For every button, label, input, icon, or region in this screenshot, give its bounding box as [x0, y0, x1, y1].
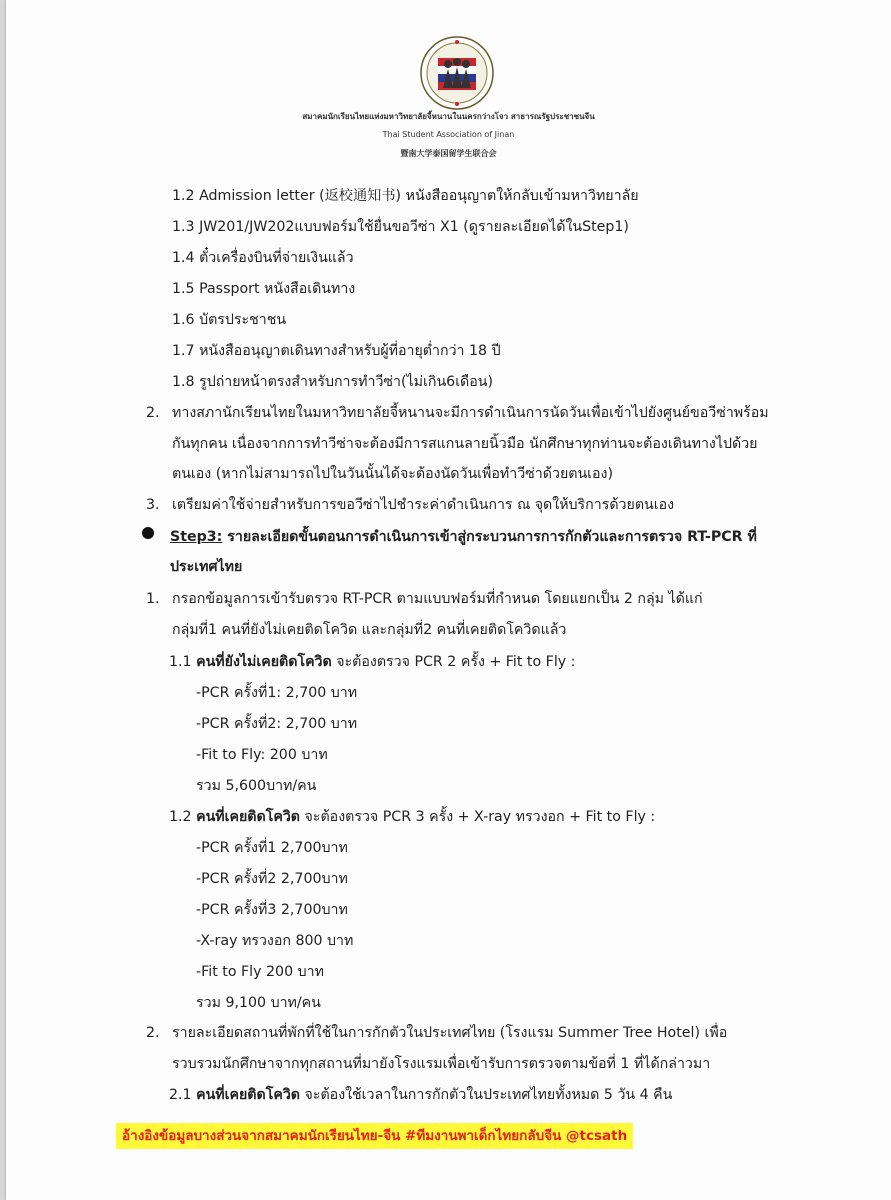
association-logo: [420, 36, 494, 110]
group-1-title: คนที่ยังไม่เคยติดโควิด: [196, 654, 332, 670]
group-2-number: 1.2: [169, 809, 192, 825]
sub-item-2-1-number: 2.1: [169, 1087, 192, 1103]
step3-title-line-2: ประเทศไทย: [170, 559, 243, 575]
s3-item-2-line-2: รวบรวมนักศึกษาจากทุกสถานที่มายังโรงแรมเพื่อเข้ารับการตรวจตามข้อที่ 1 ที่ได้กล่าวมา: [172, 1056, 711, 1072]
doc-item-1-2: 1.2 Admission letter (返校通知书) หนังสืออนุญาตให้กลับเข้ามหาวิทยาลัย: [172, 188, 639, 204]
s3-item-1-number: 1.: [146, 591, 160, 607]
doc-item-1-6: 1.6 บัตรประชาชน: [172, 312, 287, 328]
item-3-number: 3.: [146, 497, 160, 513]
group-2-heading: [169, 807, 655, 827]
group-2-cost-pcr-3: -PCR ครั้งที่3 2,700บาท: [196, 902, 348, 918]
reference-note: อ้างอิงข้อมูลบางส่วนจากสมาคมนักเรียนไทย-จีน #ทีมงานพาเด็กไทยกลับจีน @tcsath: [116, 1123, 633, 1149]
sub-item-2-1-description: จะต้องใช้เวลาในการกักตัวในประเทศไทยทั้งหมด 5 วัน 4 คืน: [304, 1087, 673, 1103]
group-1-description: จะต้องตรวจ PCR 2 ครั้ง + Fit to Fly :: [336, 654, 576, 670]
group-1-cost-fit-to-fly: -Fit to Fly: 200 บาท: [196, 747, 328, 763]
doc-item-1-7: 1.7 หนังสืออนุญาตเดินทางสำหรับผู้ที่อายุต่ำกว่า 18 ปี: [172, 343, 501, 359]
group-1-total: รวม 5,600บาท/คน: [196, 778, 317, 794]
s3-item-2-number: 2.: [146, 1025, 160, 1041]
header-title-chinese: 暨南大学泰国留学生联合会: [400, 149, 497, 158]
bullet-icon: [142, 527, 154, 539]
item-2-number: 2.: [146, 405, 160, 421]
item-2-line-2: กันทุกคน เนื่องจากการทำวีซ่าจะต้องมีการสแกนลายนิ้วมือ นักศึกษาทุกท่านจะต้องเดินทางไปด้วย: [172, 436, 758, 452]
header-title-english: Thai Student Association of Jinan: [382, 130, 515, 139]
header-title-thai: สมาคมนักเรียนไทยแห่งมหาวิทยาลัยจี้หนานในนครกว่างโจว สาธารณรัฐประชาชนจีน: [302, 112, 595, 121]
item-2-line-3: ตนเอง (หากไม่สามารถไปในวันนั้นได้จะต้องนัดวันเพื่อทำวีซ่าด้วยตนเอง): [172, 466, 613, 482]
group-2-title: คนที่เคยติดโควิด: [196, 809, 301, 825]
s3-item-1-line-2: กลุ่มที่1 คนที่ยังไม่เคยติดโควิด และกลุ่มที่2 คนที่เคยติดโควิดแล้ว: [172, 622, 567, 638]
group-1-heading: [169, 652, 575, 672]
group-2-cost-xray: -X-ray ทรวงอก 800 บาท: [196, 933, 354, 949]
item-3-text: เตรียมค่าใช้จ่ายสำหรับการขอวีซ่าไปชำระค่าดำเนินการ ณ จุดให้บริการด้วยตนเอง: [172, 497, 675, 513]
group-1-cost-pcr-2: -PCR ครั้งที่2: 2,700 บาท: [196, 716, 358, 732]
group-2-total: รวม 9,100 บาท/คน: [196, 995, 321, 1011]
group-1-cost-pcr-1: -PCR ครั้งที่1: 2,700 บาท: [196, 685, 358, 701]
step3-heading: [170, 527, 757, 547]
group-2-cost-pcr-2: -PCR ครั้งที่2 2,700บาท: [196, 871, 348, 887]
group-2-cost-pcr-1: -PCR ครั้งที่1 2,700บาท: [196, 840, 348, 856]
step3-title-line-1: รายละเอียดขั้นตอนการดำเนินการเข้าสู่กระบวนการการกักตัวและการตรวจ RT-PCR ที่: [227, 529, 757, 545]
item-2-line-1: ทางสภานักเรียนไทยในมหาวิทยาลัยจี้หนานจะมีการดำเนินการนัดวันเพื่อเข้าไปยังศูนย์ขอวีซ่าพร้อม: [172, 405, 769, 421]
group-2-description: จะต้องตรวจ PCR 3 ครั้ง + X-ray ทรวงอก + Fit to Fly :: [304, 809, 656, 825]
sub-item-2-1: [169, 1085, 672, 1105]
sub-item-2-1-title: คนที่เคยติดโควิด: [196, 1087, 301, 1103]
s3-item-2-line-1: รายละเอียดสถานที่พักที่ใช้ในการกักตัวในประเทศไทย (โรงแรม Summer Tree Hotel) เพื่อ: [172, 1025, 728, 1041]
doc-item-1-5: 1.5 Passport หนังสือเดินทาง: [172, 281, 356, 297]
document-page: [6, 0, 891, 1200]
doc-item-1-8: 1.8 รูปถ่ายหน้าตรงสำหรับการทำวีซ่า(ไม่เกิน6เดือน): [172, 374, 494, 390]
s3-item-1-line-1: กรอกข้อมูลการเข้ารับตรวจ RT-PCR ตามแบบฟอร์มที่กำหนด โดยแยกเป็น 2 กลุ่ม ได้แก่: [172, 591, 703, 607]
group-2-cost-fit-to-fly: -Fit to Fly 200 บาท: [196, 964, 324, 980]
doc-item-1-3: 1.3 JW201/JW202แบบฟอร์มใช้ยื่นขอวีซ่า X1 (ดูรายละเอียดได้ในStep1): [172, 219, 629, 235]
group-1-number: 1.1: [169, 654, 192, 670]
doc-item-1-4: 1.4 ตั๋วเครื่องบินที่จ่ายเงินแล้ว: [172, 250, 354, 266]
step3-label: Step3:: [170, 529, 223, 545]
